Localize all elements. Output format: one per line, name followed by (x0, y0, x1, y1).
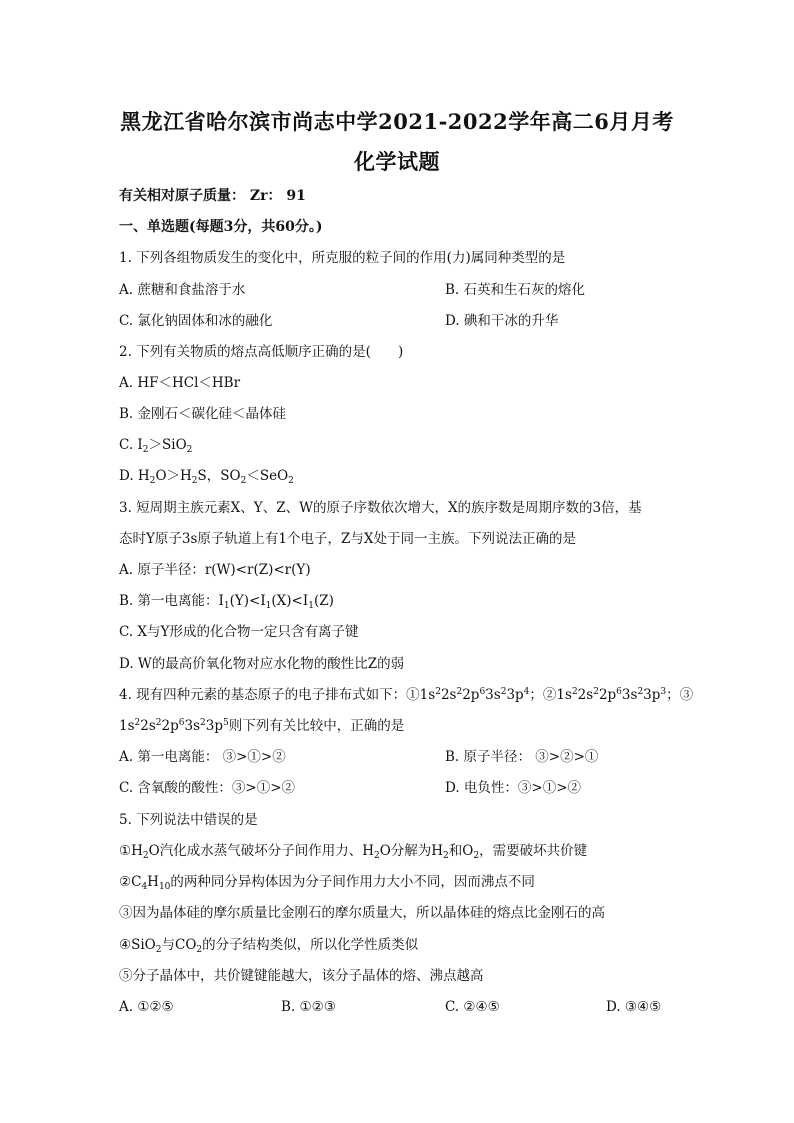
q5-statement-2: $②C_4H_{10}$的两种同分异构体因为分子间作用力大小不同，因而沸点不同 (119, 874, 535, 892)
q5-statement-1: $①H_2O$汽化成水蒸气破坏分子间作用力、$H_2O$分解为$H_2$和$O_2$，需要破坏共价键 (119, 843, 588, 861)
q4-option-c: C. 含氧酸的酸性：③>①>② (119, 780, 296, 796)
q4-option-a: A. 第一电离能： ③>①>② (119, 749, 286, 765)
q2-option-c: C. $I_2>SiO_2$ (119, 437, 193, 455)
q2-option-b: B. 金刚石＜碳化硅＜晶体硅 (119, 406, 287, 422)
q1-option-d: D. 碘和干冰的升华 (445, 313, 559, 329)
q1-option-b: B. 石英和生石灰的熔化 (445, 282, 586, 298)
q5-option-b: B. ①②③ (281, 999, 336, 1015)
section-heading: 一、单选题(每题3分，共60分。) (119, 219, 323, 235)
q5-statement-5: ⑤分子晶体中，共价键键能越大，该分子晶体的熔、沸点越高 (119, 968, 484, 984)
atomic-mass-note: 有关相对原子质量： Zr： 91 (119, 188, 306, 204)
question-4-stem-line1: 4. 现有四种元素的基态原子的电子排布式如下：$①1s^22s^22p^63s^23p^4$；$②1s^22s^22p^63s^23p^3$；③ (119, 687, 694, 703)
q1-option-a: A. 蔗糖和食盐溶于水 (119, 282, 246, 298)
q4-option-d: D. 电负性：③>①>② (445, 780, 582, 796)
exam-title: 黑龙江省哈尔滨市尚志中学2021-2022学年高二6月月考 (120, 109, 674, 134)
question-3-stem-line1: 3. 短周期主族元素X、Y、Z、W的原子序数依次增大，X的族序数是周期序数的3倍，基 (119, 500, 642, 516)
q3-option-a: A. 原子半径：r(W)<r(Z)<r(Y) (119, 562, 311, 578)
q3-option-b: B. 第一电离能：$I_1(Y)<I_1(X)<I_1(Z)$ (119, 593, 334, 611)
q5-option-a: A. ①②⑤ (119, 999, 174, 1015)
q4-option-b: B. 原子半径： ③>②>① (445, 749, 599, 765)
question-4-stem-line2: $1s^22s^22p^63s^23p^5$则下列有关比较中，正确的是 (119, 718, 405, 734)
exam-subtitle: 化学试题 (354, 149, 440, 174)
q2-option-d: D. $H_2O>H_2S$，$SO_2<SeO_2$ (119, 468, 294, 486)
question-3-stem-line2: 态时Y原子3s原子轨道上有1个电子，Z与X处于同一主族。下列说法正确的是 (119, 531, 577, 547)
q2-option-a: A. HF＜HCl＜HBr (119, 375, 241, 391)
q5-statement-3: ③因为晶体硅的摩尔质量比金刚石的摩尔质量大，所以晶体硅的熔点比金刚石的高 (119, 905, 605, 921)
question-2-stem: 2. 下列有关物质的熔点高低顺序正确的是( ) (119, 344, 404, 360)
question-5-stem: 5. 下列说法中错误的是 (119, 812, 258, 828)
q5-option-c: C. ②④⑤ (445, 999, 500, 1015)
q3-option-c: C. X与Y形成的化合物一定只含有离子键 (119, 624, 359, 640)
q5-statement-4: ④SiO$_2$与$CO_2$的分子结构类似，所以化学性质类似 (119, 937, 419, 955)
q3-option-d: D. W的最高价氧化物对应水化物的酸性比Z的弱 (119, 656, 405, 672)
q1-option-c: C. 氯化钠固体和冰的融化 (119, 313, 273, 329)
q5-option-d: D. ③④⑤ (606, 999, 662, 1015)
question-1-stem: 1. 下列各组物质发生的变化中，所克服的粒子间的作用(力)属同种类型的是 (119, 250, 566, 266)
